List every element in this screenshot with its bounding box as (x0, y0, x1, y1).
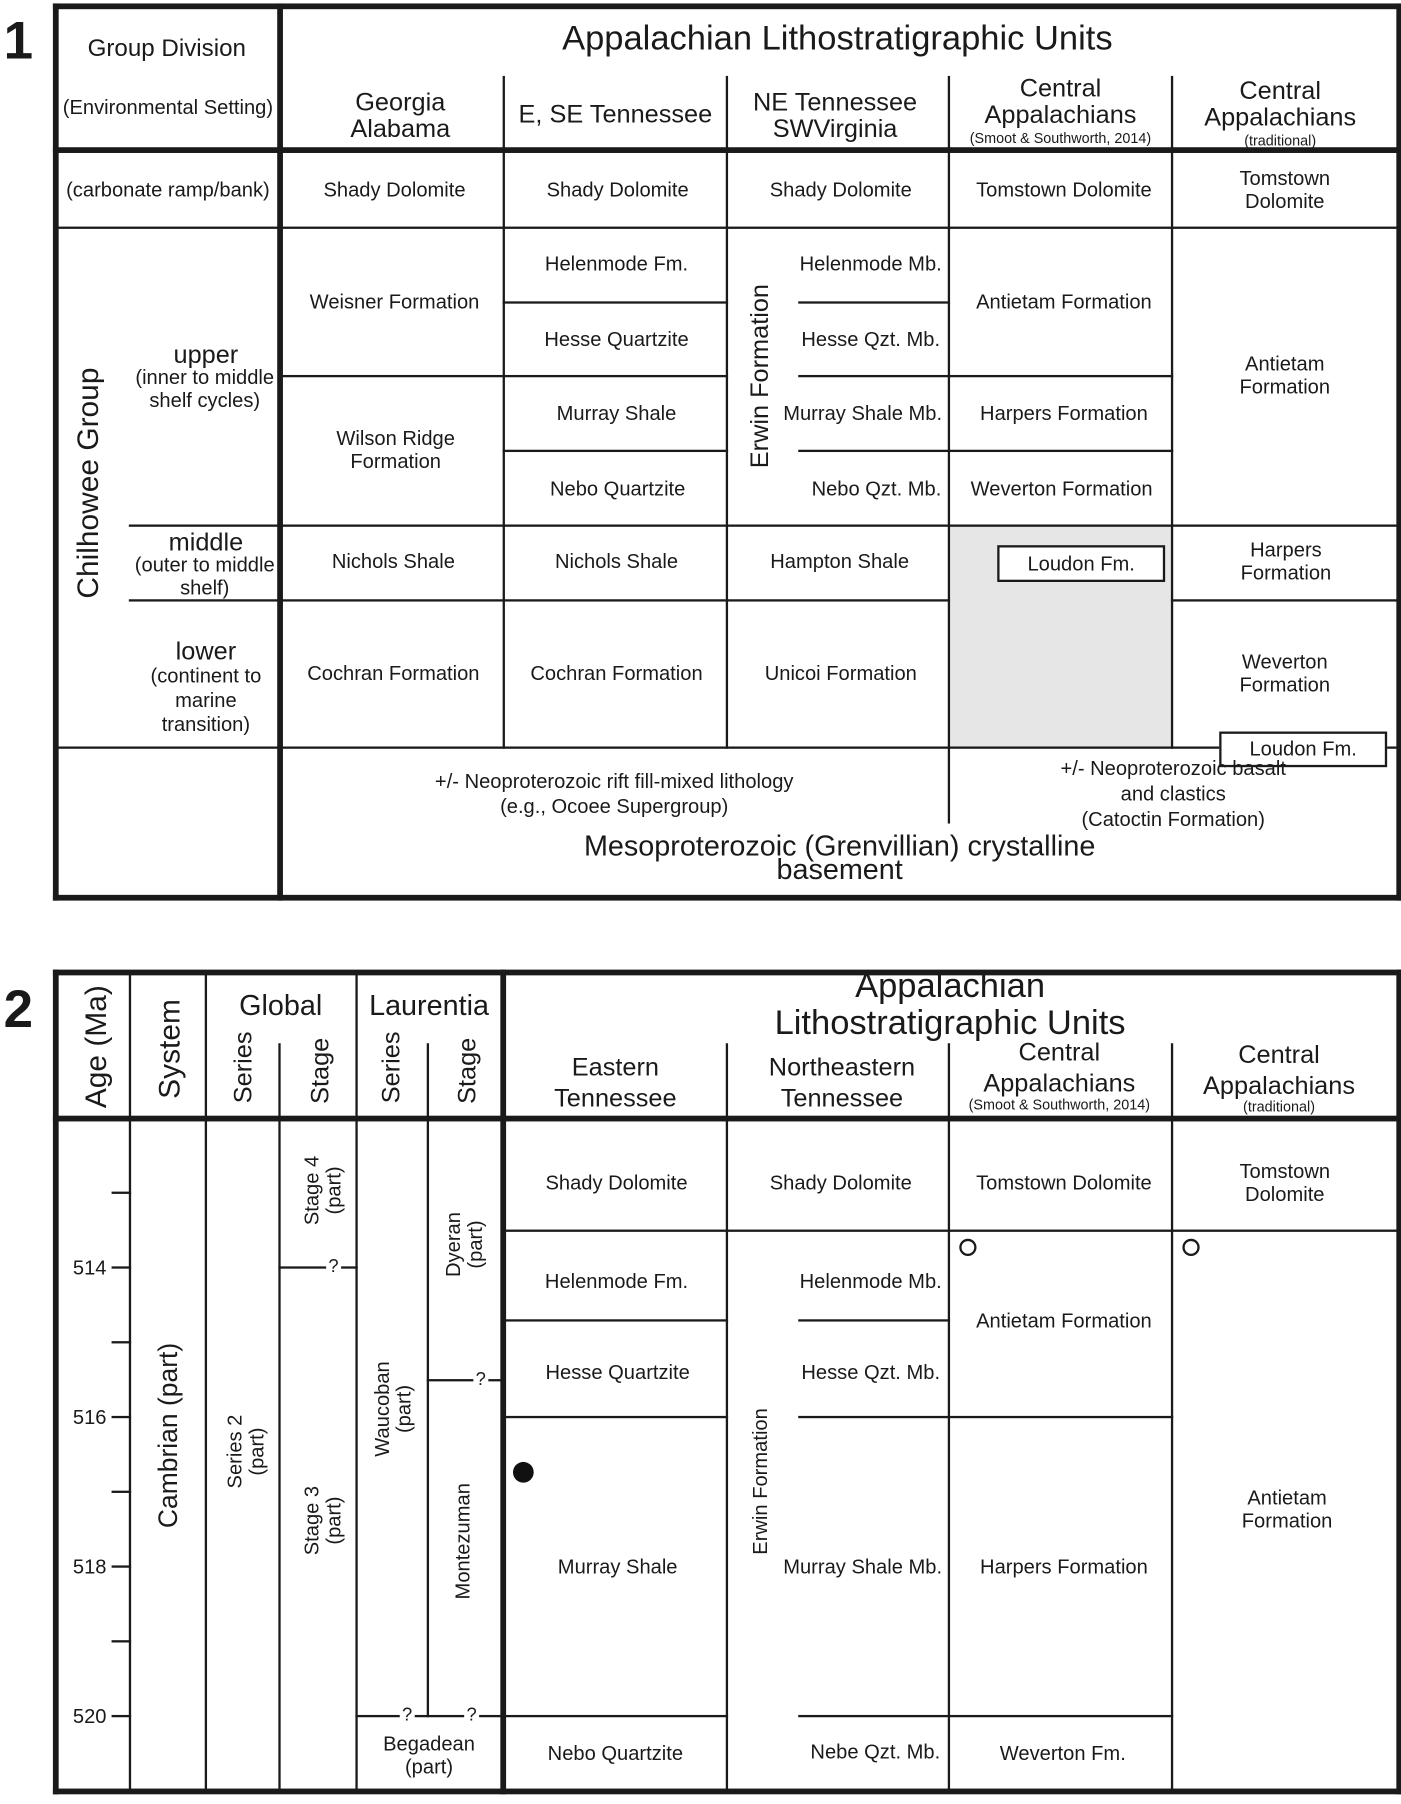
thin-rule (1171, 599, 1400, 601)
unit-cell: Nebo Quartzite (549, 477, 686, 501)
thin-rule (501, 1230, 1173, 1232)
thin-rule (798, 301, 950, 303)
group-division-header: Group Division (87, 35, 246, 62)
unit-cell: Nichols Shale (554, 549, 679, 573)
age-tick-label: 516 (72, 1405, 107, 1429)
unit-cell: Tomstown Dolomite (1239, 166, 1331, 213)
unit-cell: Tomstown Dolomite (1239, 1159, 1331, 1206)
thin-rule (278, 1043, 280, 1792)
unit-cell: Murray Shale Mb. (783, 1555, 943, 1579)
uncertain-mark: ? (326, 1257, 341, 1278)
thin-rule (112, 1491, 132, 1493)
uncertain-mark: ? (473, 1370, 488, 1391)
col-traditional: Central Appalachians (1203, 1039, 1355, 1100)
col-se-tenn: E, SE Tennessee (518, 99, 713, 129)
unit-cell: Shady Dolomite (323, 178, 466, 202)
rift-fill-label: +/- Neoproterozoic rift fill-mixed lithology (e.g., Ocoee Supergroup) (434, 769, 794, 818)
global-series-2: Series 2 (part) (223, 1414, 268, 1489)
uncertain-mark: ? (400, 1706, 415, 1727)
thin-rule (798, 450, 950, 452)
unit-cell: Nebo Qzt. Mb. (811, 477, 942, 501)
unit-cell: Harpers Formation (980, 401, 1148, 425)
col-traditional: Central Appalachians (1204, 75, 1357, 132)
global-stage-3: Stage 3 (part) (300, 1485, 346, 1556)
laurentia-series-header: Series (376, 1031, 406, 1104)
thin-rule (205, 971, 207, 1792)
thick-rule (52, 894, 1401, 900)
unit-cell: Antietam Formation (976, 1308, 1152, 1332)
thick-rule (277, 3, 283, 900)
unit-cell: Weverton Formation (1239, 649, 1331, 696)
unit-cell: Shady Dolomite (546, 178, 689, 202)
unit-cell: Helenmode Mb. (799, 251, 942, 275)
thin-rule (112, 1640, 132, 1642)
chilhowee-group-label: Chilhowee Group (70, 367, 105, 599)
unit-cell: Murray Shale (556, 401, 677, 425)
erwin-formation-label: Erwin Formation (744, 284, 774, 469)
panel-2-title: Appalachian Lithostratigraphic Units (774, 967, 1126, 1043)
unit-cell: Murray Shale (557, 1555, 678, 1579)
unit-cell: Helenmode Fm. (544, 1269, 689, 1293)
unit-cell: Antietam Formation (976, 289, 1152, 313)
system-header: System (151, 999, 187, 1099)
black-dot-marker (513, 1462, 534, 1483)
unit-cell: Nichols Shale (331, 549, 455, 573)
thin-rule (503, 76, 505, 749)
unit-cell: Nebe Qzt. Mb. (810, 1740, 941, 1764)
col-traditional-sub: (traditional) (1244, 132, 1317, 149)
uncertain-mark: ? (464, 1706, 479, 1727)
thick-rule (52, 3, 1401, 9)
global-stage-header: Stage (305, 1037, 335, 1104)
thin-rule (112, 1266, 132, 1268)
unit-cell: Hesse Quartzite (545, 1360, 690, 1384)
open-circle-marker (1182, 1239, 1199, 1256)
thin-rule (278, 599, 950, 601)
unit-cell: Cochran Formation (307, 661, 480, 685)
panel-2-label: 2 (3, 978, 34, 1039)
thick-rule (52, 969, 58, 1794)
thick-rule (1396, 969, 1401, 1794)
unit-cell: Tomstown Dolomite (976, 178, 1152, 202)
unit-cell: Harpers Formation (980, 1555, 1148, 1579)
thin-rule (503, 450, 728, 452)
middle-env: (outer to middle shelf) (134, 553, 275, 600)
laurentia-montezuman: Montezuman (450, 1483, 474, 1600)
unit-cell: Helenmode Fm. (544, 251, 689, 275)
thin-rule (112, 1192, 132, 1194)
system-cambrian: Cambrian (part) (152, 1342, 183, 1529)
carbonate-label: (carbonate ramp/bank) (66, 178, 270, 202)
thin-rule (54, 746, 1400, 748)
unit-cell: Murray Shale Mb. (783, 401, 943, 425)
thin-rule (129, 599, 281, 601)
col-e-tenn: Eastern Tennessee (554, 1052, 677, 1113)
thin-rule (427, 1379, 504, 1381)
thin-rule (355, 971, 357, 1792)
col-georgia: Georgia Alabama (350, 87, 451, 143)
erwin-formation-label: Erwin Formation (748, 1408, 772, 1555)
thin-rule (54, 227, 1400, 229)
thin-rule (503, 301, 728, 303)
unit-cell: Hesse Quartzite (544, 327, 689, 351)
unit-cell: Weverton Formation (970, 477, 1153, 501)
unit-cell: Wilson Ridge Formation (336, 426, 455, 473)
unit-cell: Weisner Formation (309, 289, 480, 313)
loudon-box: Loudon Fm. (997, 545, 1165, 582)
global-stage-4: Stage 4 (part) (300, 1155, 346, 1226)
lower-label: lower (175, 636, 237, 666)
unit-cell: Hesse Qzt. Mb. (801, 1360, 941, 1384)
unit-cell: Hesse Qzt. Mb. (801, 327, 941, 351)
laurentia-dyeran: Dyeran (part) (441, 1212, 487, 1277)
upper-env: (inner to middle shelf cycles) (135, 365, 275, 412)
open-circle-marker (959, 1239, 976, 1256)
unit-cell: Shady Dolomite (769, 1170, 912, 1194)
laurentia-waucoban: Waucoban (part) (370, 1361, 416, 1457)
unit-cell: Antietam Formation (1241, 1486, 1333, 1533)
thin-rule (503, 375, 728, 377)
age-tick-label: 518 (72, 1555, 107, 1579)
thin-rule (112, 1341, 132, 1343)
col-smoot: Central Appalachians (984, 73, 1137, 129)
thin-rule (948, 375, 1173, 377)
thin-rule (501, 1416, 728, 1418)
lower-env: (continent to marine transition) (150, 664, 262, 736)
thin-rule (278, 524, 1399, 526)
unit-cell: Hampton Shale (770, 549, 910, 573)
thin-rule (112, 1565, 132, 1567)
thin-rule (798, 1416, 950, 1418)
thin-rule (278, 375, 505, 377)
middle-label: middle (168, 527, 244, 557)
unit-cell: Tomstown Dolomite (976, 1170, 1152, 1194)
thin-rule (948, 1416, 1173, 1418)
laurentia-begadean: Begadean (part) (383, 1732, 475, 1779)
thin-rule (1171, 1230, 1400, 1232)
basement-label: Mesoproterozoic (Grenvillian) crystalline basement (583, 830, 1096, 886)
thin-rule (501, 1319, 728, 1321)
thin-rule (501, 1715, 728, 1717)
thin-rule (1171, 76, 1173, 749)
col-ne-tenn: Northeastern Tennessee (768, 1052, 916, 1113)
unit-cell: Antietam Formation (1239, 351, 1331, 398)
col-smoot-sub: (Smoot & Southworth, 2014) (968, 1096, 1151, 1113)
unit-cell: Helenmode Mb. (799, 1269, 942, 1293)
unit-cell: Harpers Formation (1240, 538, 1332, 585)
unit-cell: Weverton Fm. (999, 1741, 1126, 1765)
upper-label: upper (173, 339, 239, 369)
laurentia-header: Laurentia (369, 989, 489, 1022)
age-tick-label: 520 (72, 1704, 107, 1728)
unit-cell: Unicoi Formation (764, 661, 917, 685)
col-traditional-sub: (traditional) (1243, 1099, 1315, 1116)
global-series-header: Series (228, 1031, 258, 1104)
panel-1-label: 1 (3, 10, 34, 71)
col-smoot: Central Appalachians (983, 1037, 1136, 1098)
thin-rule (798, 1715, 950, 1717)
thin-rule (129, 971, 131, 1792)
thin-rule (948, 450, 1173, 452)
thin-rule (948, 1715, 1173, 1717)
thin-rule (798, 1319, 950, 1321)
thin-rule (726, 76, 728, 749)
unit-cell: Shady Dolomite (769, 178, 912, 202)
laurentia-stage-header: Stage (452, 1037, 482, 1104)
col-smoot-sub: (Smoot & Southworth, 2014) (969, 130, 1152, 147)
age-tick-label: 514 (72, 1256, 107, 1280)
thick-rule (1396, 3, 1401, 900)
col-ne-tenn: NE Tennessee SWVirginia (752, 87, 918, 143)
thin-rule (112, 1416, 132, 1418)
thin-rule (355, 1715, 503, 1717)
global-header: Global (239, 989, 323, 1022)
env-setting-header: (Environmental Setting) (62, 95, 274, 119)
panel-1-title: Appalachian Lithostratigraphic Units (562, 19, 1113, 58)
thin-rule (798, 375, 950, 377)
loudon-box: Loudon Fm. (1219, 732, 1387, 768)
unit-cell: Cochran Formation (530, 661, 703, 685)
thick-rule (52, 3, 58, 900)
thin-rule (112, 1715, 132, 1717)
unit-cell: Nebo Quartzite (547, 1741, 684, 1765)
age-header: Age (Ma) (78, 985, 113, 1109)
thin-rule (278, 1266, 357, 1268)
basalt-label: +/- Neoproterozoic basalt and clastics (Catoctin Formation) (1060, 756, 1286, 831)
unit-cell: Shady Dolomite (545, 1170, 688, 1194)
